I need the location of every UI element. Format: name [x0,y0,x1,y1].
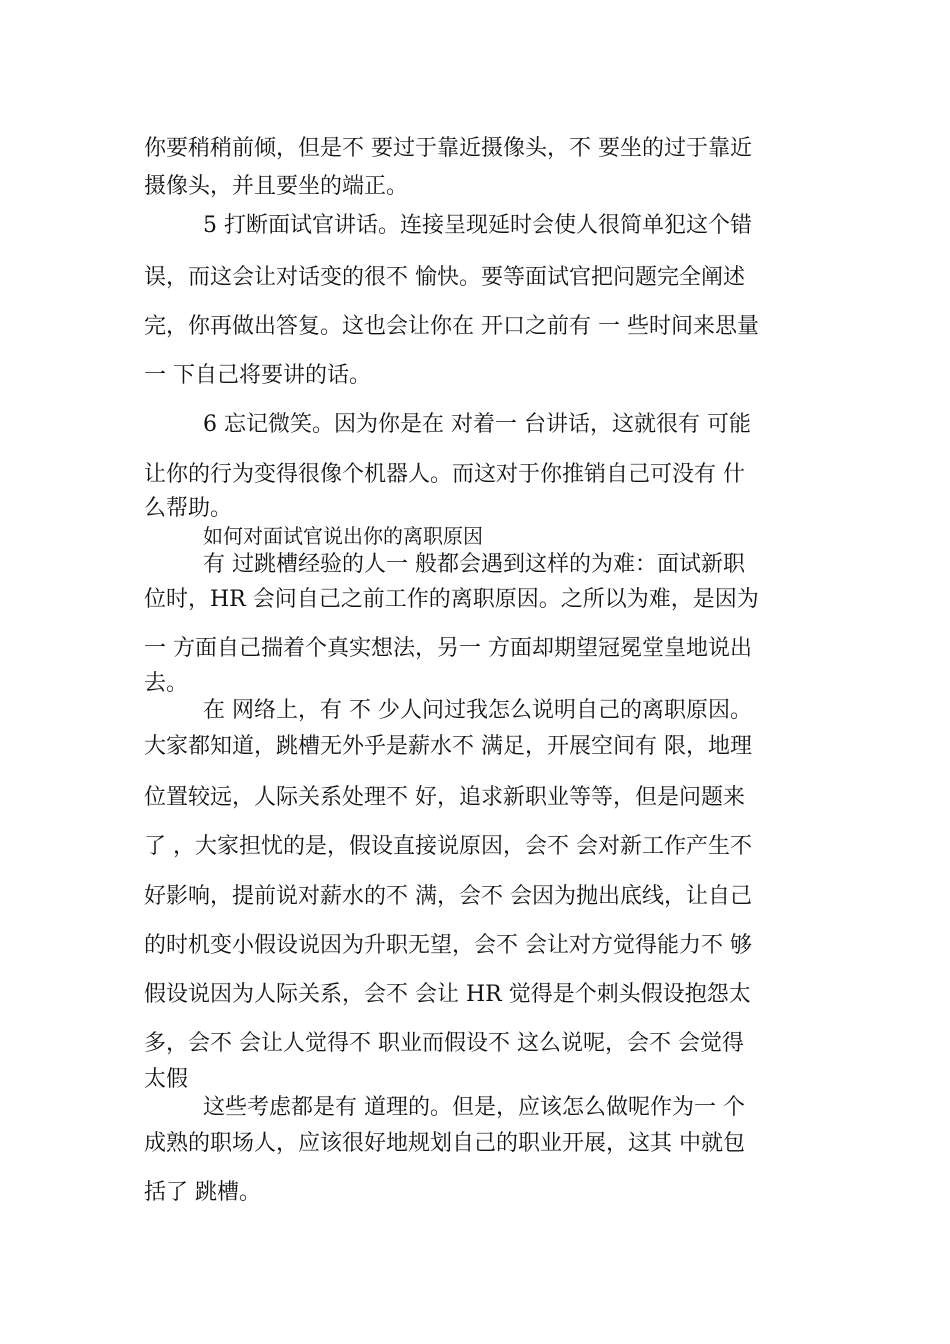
text-line: 5 打断面试官讲话。连接呈现延时会使人很简单犯这个错 [203,213,752,238]
text-line: 一 方面自己揣着个真实想法，另一 方面却期望冠冕堂皇地说出 [144,636,752,661]
text-line: 你要稍稍前倾，但是不 要过于靠近摄像头，不 要坐的过于靠近 [144,136,752,161]
text-line: 括了 跳槽。 [144,1180,261,1205]
text-line: 去。 [144,671,189,696]
text-line: 有 过跳槽经验的人一 般都会遇到这样的为难：面试新职 [203,552,745,577]
text-line: 一 下自己将要讲的话。 [144,363,371,388]
text-line: 误，而这会让对话变的很不 愉快。要等面试官把问题完全阐述 [144,265,745,290]
text-line: 完，你再做出答复。这也会让你在 开口之前有 一 些时间来思量 [144,314,759,339]
text-line: 成熟的职场人，应该很好地规划自己的职业开展，这其 中就包 [144,1131,745,1156]
text-line: 这些考虑都是有 道理的。但是，应该怎么做呢作为一 个 [203,1095,745,1120]
text-line: 多，会不 会让人觉得不 职业而假设不 这么说呢，会不 会觉得 [144,1031,744,1056]
text-line: 让你的行为变得很像个机器人。而这对于你推销自己可没有 什 [144,462,745,487]
text-line: 位置较远，人际关系处理不 好，追求新职业等等，但是问题来 [144,785,745,810]
text-line: 摄像头，并且要坐的端正。 [144,174,409,199]
text-line: 假设说因为人际关系，会不 会让 HR 觉得是个刺头假设抱怨太 [144,982,751,1007]
text-line: 6 忘记微笑。因为你是在 对着一 台讲话，这就很有 可能 [203,412,751,437]
text-line: 好影响，提前说对薪水的不 满，会不 会因为抛出底线，让自己 [144,884,752,909]
text-line: 的时机变小假设说因为升职无望，会不 会让对方觉得能力不 够 [144,933,752,958]
text-line: 么帮助。 [144,496,233,521]
text-line: 在 网络上，有 不 少人问过我怎么说明自己的离职原因。 [203,698,752,723]
text-line: 位时，HR 会问自己之前工作的离职原因。之所以为难，是因为 [144,587,759,612]
text-line: 大家都知道，跳槽无外乎是薪水不 满足，开展空间有 限，地理 [144,734,752,759]
section-heading: 如何对面试官说出你的离职原因 [203,524,483,548]
text-line: 了 ，大家担忧的是，假设直接说原因，会不 会对新工作产生不 [144,834,752,859]
text-line: 太假 [144,1067,189,1092]
